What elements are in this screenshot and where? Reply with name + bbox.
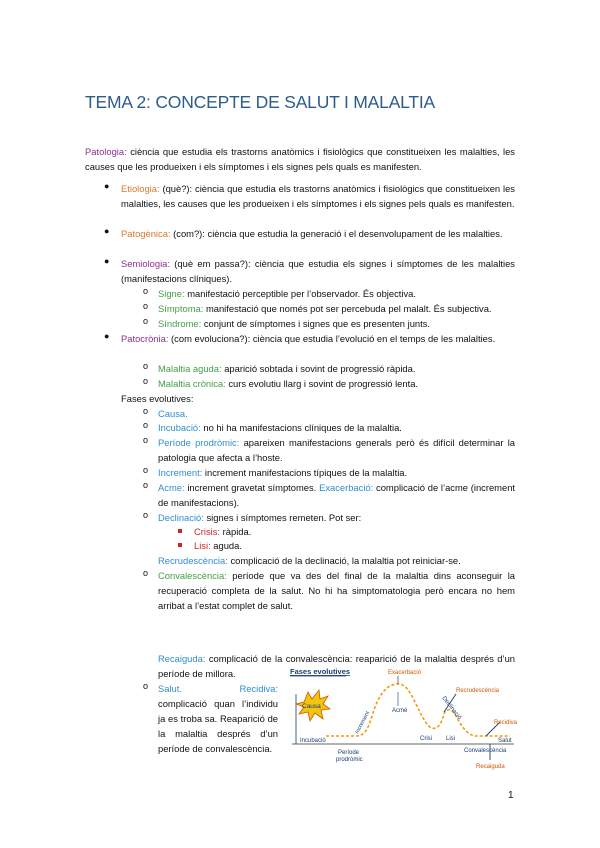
item-etiologia — [121, 181, 515, 211]
item-semiologia — [121, 256, 515, 286]
diagram-label-recrudescencia: Recrudescència — [456, 688, 500, 694]
text-signe: manifestació perceptible per l’observador. És objectiva. — [187, 288, 416, 299]
circle-bullet-icon: o — [143, 568, 149, 578]
diagram-label-exacerbacio: Exacerbació — [388, 670, 422, 676]
term-declinacio: Declinació: — [158, 512, 204, 523]
item-acme — [158, 480, 515, 510]
term-patogenica: Patogènica: — [121, 228, 171, 239]
text-patologia: ciència que estudia els trastorns anatòmics i fisiològics que constitueixen les malalties, les causes que les produeixen i els símptomes i els signes pels quals es manifesten. — [85, 146, 515, 172]
diagram-label-causa: Causa — [302, 703, 321, 710]
item-patogenica — [121, 226, 515, 241]
item-recrudescencia — [158, 553, 461, 568]
text-recrudescencia: complicació de la declinació, la malaltia pot reiniciar-se. — [230, 555, 461, 566]
text-incubacio: no hi ha manifestacions clíniques de la malaltia. — [203, 422, 402, 433]
item-prodromic — [158, 435, 515, 465]
text-convalescencia: període que va des del final de la malaltia dins aconseguir la recuperació completa de la salut. No hi ha simptomatologia però encara no hem arribat a l’estat complet de salut. — [158, 570, 516, 611]
term-acme: Acme: — [158, 482, 185, 493]
text-crisis: ràpida. — [222, 526, 252, 537]
item-causa — [158, 406, 188, 421]
term-lisi: Lisi: — [194, 540, 211, 551]
bullet-icon: ● — [104, 256, 110, 266]
bullet-icon: ● — [104, 331, 110, 341]
circle-bullet-icon: o — [143, 361, 149, 371]
text-patocronia: (com evoluciona?): ciència que estudia l’evolució en el temps de les malalties. — [171, 333, 496, 344]
diagram-label-prodromic: prodròmic — [336, 757, 363, 763]
item-increment — [158, 465, 407, 480]
diagram-label-declinacio: Declinació — [440, 695, 463, 722]
text-semiologia: (què em passa?): ciència que estudia els signes i símptomes de les malalties (manifestacions clíniques). — [121, 258, 515, 284]
term-prodromic: Període prodròmic: — [158, 437, 240, 448]
diagram-label-crisi: Crisi — [420, 736, 432, 742]
term-malaltia-cronica: Malaltia crònica: — [158, 378, 226, 389]
term-semiologia: Semiologia: — [121, 258, 170, 269]
item-signe — [158, 286, 416, 301]
item-convalescencia — [158, 568, 515, 613]
diagram-label-recaiguda: Recaiguda — [476, 764, 505, 770]
item-patocronia — [121, 331, 515, 346]
term-convalescencia: Convalescència: — [158, 570, 227, 581]
term-recrudescencia: Recrudescència: — [158, 555, 228, 566]
term-recidiva: Recidiva: — [239, 683, 278, 694]
page-number: 1 — [508, 790, 514, 801]
circle-bullet-icon: o — [143, 406, 149, 416]
circle-bullet-icon: o — [143, 286, 149, 296]
circle-bullet-icon: o — [143, 435, 149, 445]
diagram-label-increment: Increment — [354, 710, 372, 735]
circle-bullet-icon: o — [143, 316, 149, 326]
circle-bullet-icon: o — [143, 420, 149, 430]
text-malaltia-aguda: aparició sobtada i sovint de progressió ràpida. — [224, 363, 416, 374]
term-sindrome: Síndrome: — [158, 318, 202, 329]
bullet-icon: ● — [104, 181, 110, 191]
circle-bullet-icon: o — [143, 376, 149, 386]
diagram-label-convalescencia: Convalescència — [464, 748, 507, 754]
diagram-label-acme: Acmé — [392, 708, 408, 714]
item-malaltia-cronica — [158, 376, 418, 391]
bullet-icon: ● — [104, 226, 110, 236]
diagram-background — [286, 664, 518, 774]
diagram-label-lisi: Lisi — [446, 736, 456, 742]
diagram-label-incubacio: Incubació — [300, 738, 326, 744]
term-incubacio: Incubació: — [158, 422, 201, 433]
term-increment: Increment: — [158, 467, 203, 478]
term-causa: Causa. — [158, 408, 188, 419]
diagram-label-periode: Període — [338, 750, 360, 756]
item-simptoma — [158, 301, 492, 316]
intro-paragraph — [85, 144, 515, 174]
page-title: TEMA 2: CONCEPTE DE SALUT I MALALTIA — [85, 92, 436, 112]
item-crisis — [194, 524, 251, 539]
square-bullet-icon — [178, 543, 182, 547]
term-etiologia: Etiologia: — [121, 183, 160, 194]
text-declinacio: signes i símptomes remeten. Pot ser: — [206, 512, 362, 523]
term-exacerbacio: Exacerbació: — [319, 482, 374, 493]
square-bullet-icon — [178, 529, 182, 533]
term-patocronia: Patocrònia: — [121, 333, 169, 344]
text-increment: increment manifestacions típiques de la malaltia. — [204, 467, 408, 478]
text-lisi: aguda. — [213, 540, 242, 551]
term-salut: Salut. — [158, 683, 182, 694]
term-simptoma: Símptoma: — [158, 303, 204, 314]
item-lisi — [194, 538, 242, 553]
circle-bullet-icon: o — [143, 301, 149, 311]
item-declinacio — [158, 510, 361, 525]
diagram-label-salut: Salut — [498, 738, 512, 744]
item-incubacio — [158, 420, 402, 435]
fases-label: Fases evolutives: — [121, 393, 194, 404]
circle-bullet-icon: o — [143, 681, 149, 691]
item-malaltia-aguda — [158, 361, 415, 376]
circle-bullet-icon: o — [143, 465, 149, 475]
text-acme: increment gravetat símptomes. — [187, 482, 317, 493]
text-exacerbacio: complicació de l’acme (increment de manifestacions). — [158, 482, 516, 508]
term-malaltia-aguda: Malaltia aguda: — [158, 363, 222, 374]
text-prodromic: apareixen manifestacions generals però és difícil determinar la patologia que afecta a l’hoste. — [158, 437, 515, 463]
text-simptoma: manifestació que només pot ser percebuda pel malalt. És subjectiva. — [205, 303, 492, 314]
item-salut — [158, 681, 278, 756]
text-etiologia: (què?): ciència que estudia els trastorns anatòmics i fisiològics que constitueixen les malalties, les causes que les produeixen i els símptomes i els signes pels quals es manifesten. — [121, 183, 515, 209]
text-recaiguda: complicació de la convalescència: reaparició de la malaltia després d’un període de millora. — [158, 653, 515, 679]
circle-bullet-icon: o — [143, 480, 149, 490]
text-recidiva: complicació quan l’individu ja es troba sa. Reaparició de la malaltia després d’un període de convalescència. — [158, 698, 278, 754]
term-recaiguda: Recaiguda: — [158, 653, 206, 664]
term-crisis: Crisis: — [194, 526, 221, 537]
text-patogenica: (com?): ciència que estudia la generació i el desenvolupament de les malalties. — [173, 228, 503, 239]
circle-bullet-icon: o — [143, 510, 149, 520]
diagram-title: Fases evolutives — [290, 667, 351, 676]
fases-evolutives-diagram — [286, 664, 518, 774]
term-signe: Signe: — [158, 288, 185, 299]
diagram-label-recidiva: Recidiva — [494, 720, 518, 726]
text-malaltia-cronica: curs evolutiu llarg i sovint de progressió lenta. — [228, 378, 419, 389]
text-sindrome: conjunt de símptomes i signes que es presenten junts. — [203, 318, 431, 329]
item-sindrome — [158, 316, 430, 331]
term-patologia: Patologia: — [85, 146, 127, 157]
